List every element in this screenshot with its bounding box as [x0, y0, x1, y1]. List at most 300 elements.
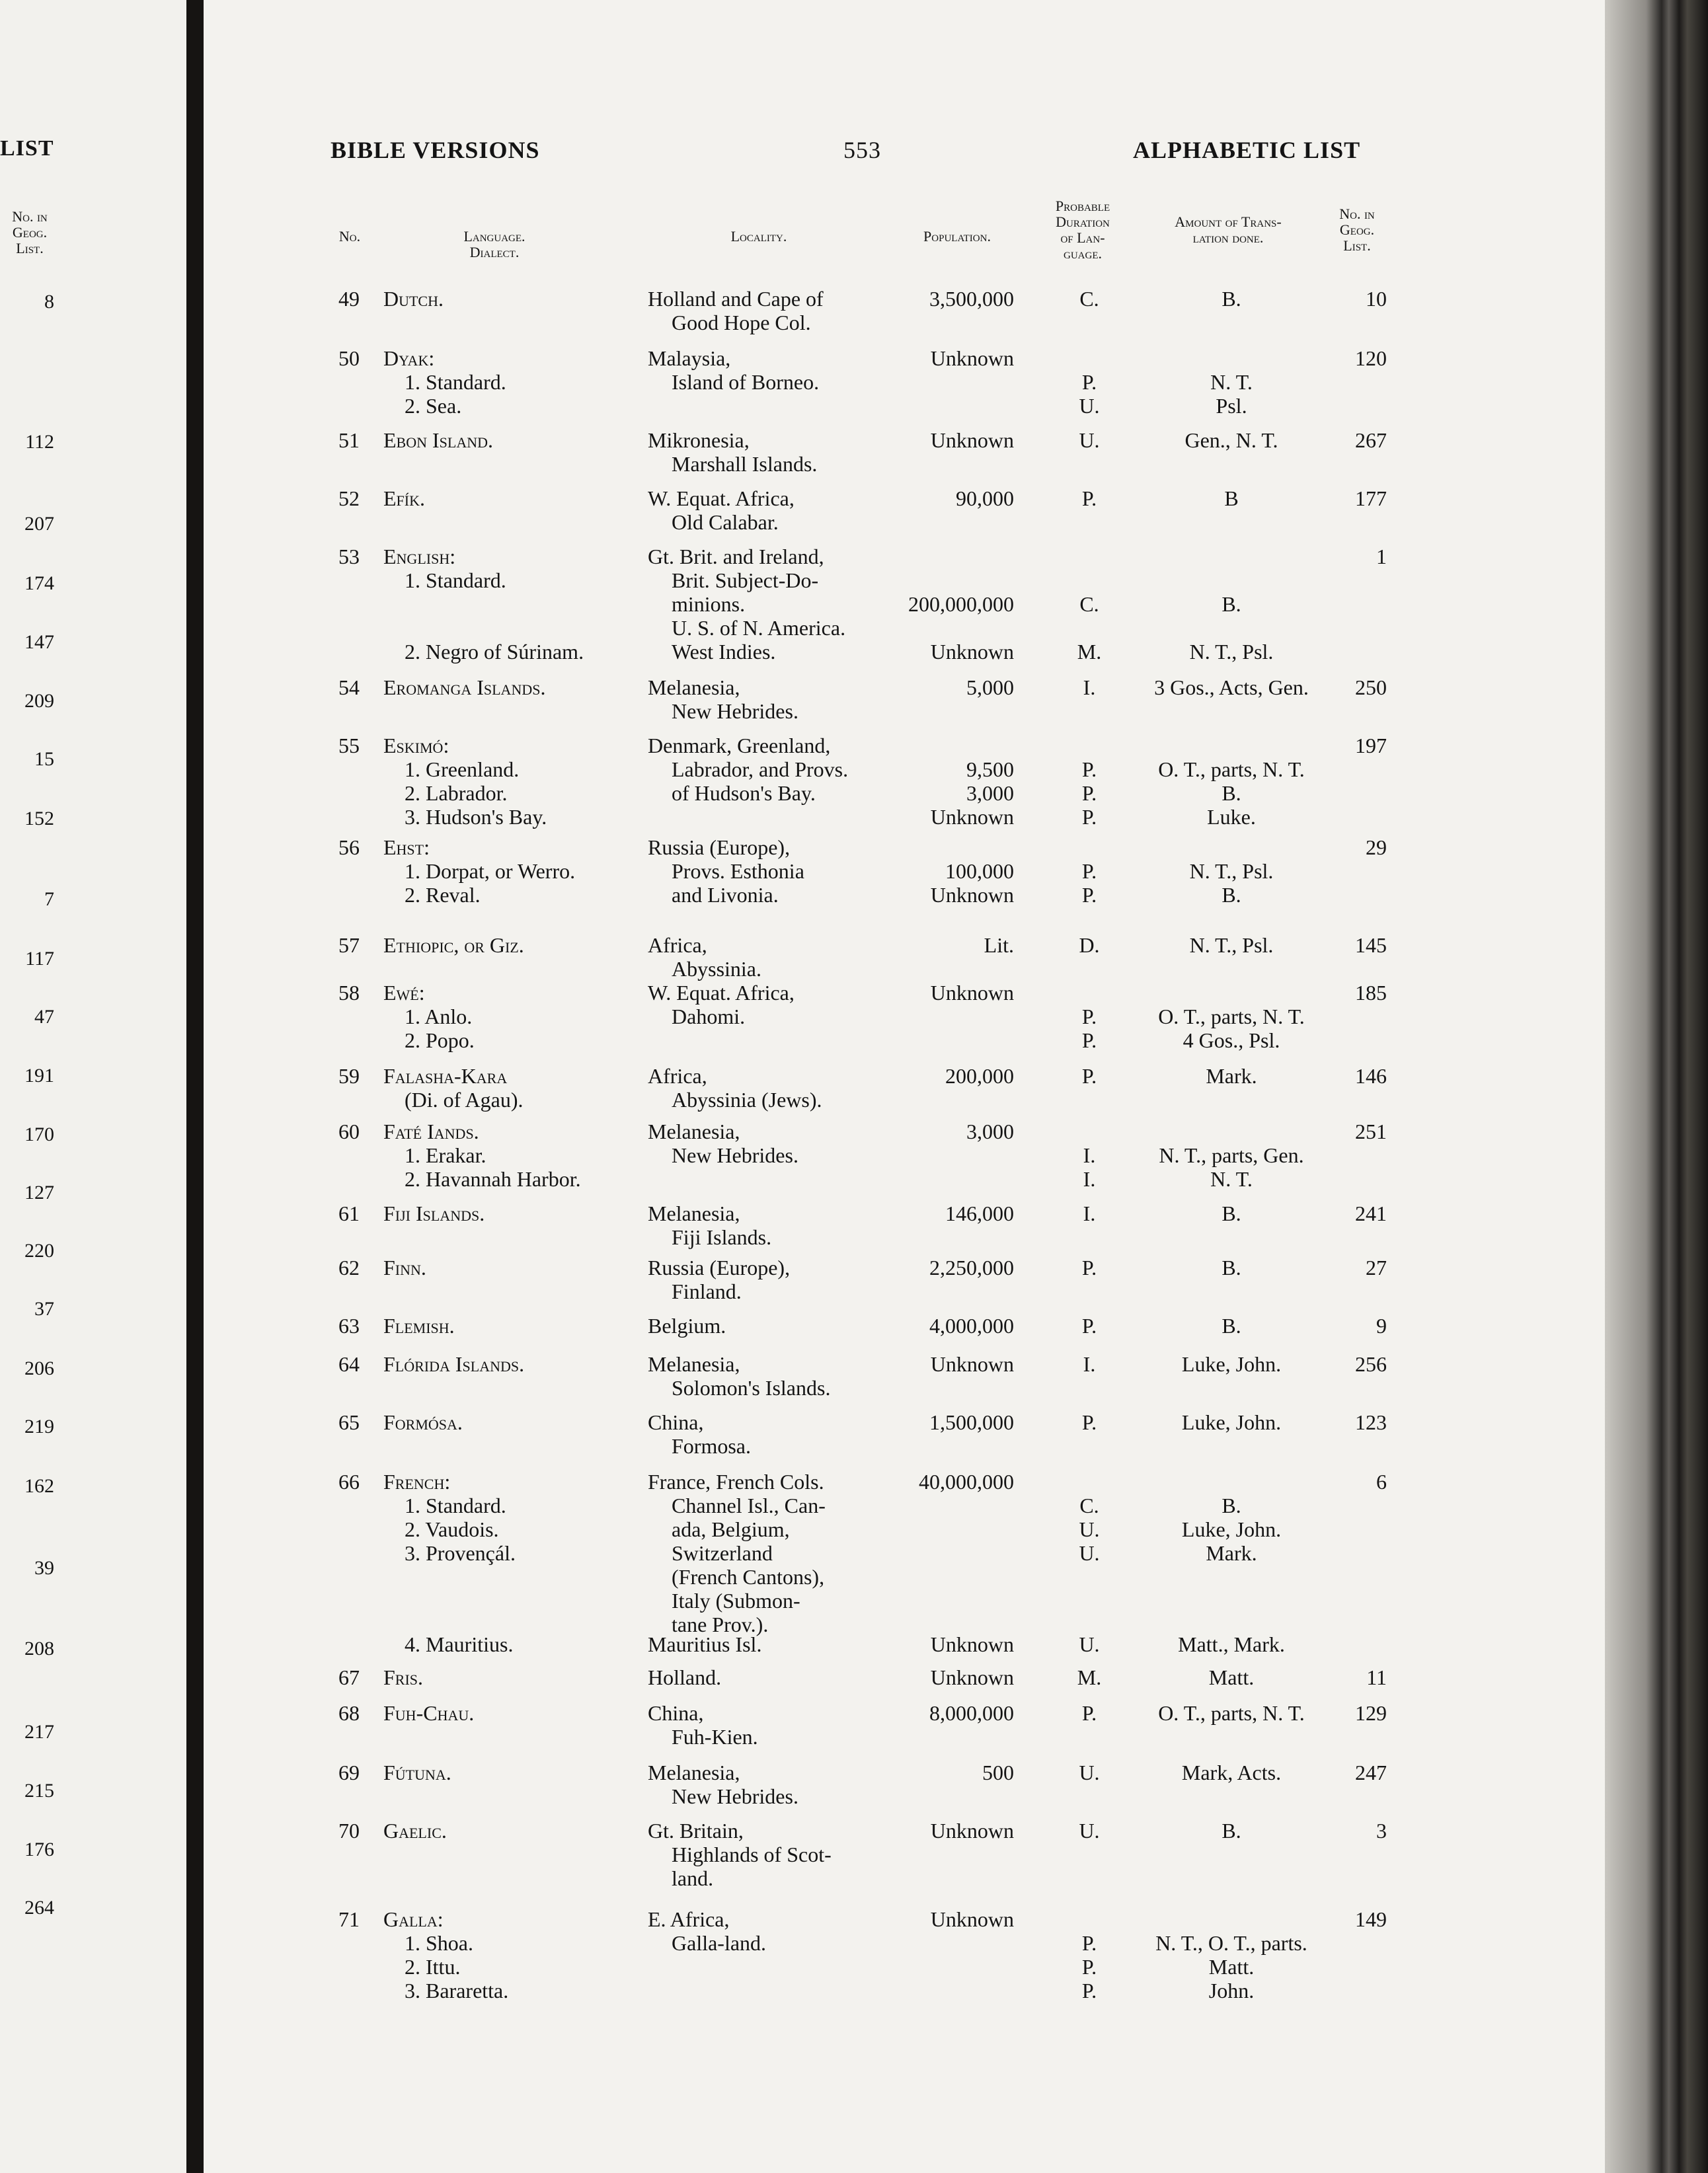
- duration-cell-line: [1056, 568, 1122, 592]
- duration-cell: [1056, 981, 1122, 1052]
- language-cell-line: Flemish.: [383, 1314, 455, 1338]
- population-cell-line: Unknown: [930, 1819, 1014, 1843]
- population-cell-line: 146,000: [945, 1201, 1014, 1225]
- left-page-number: 207: [24, 513, 54, 535]
- col-header-line: Duration: [1056, 213, 1110, 230]
- entry-number: 50: [338, 346, 360, 370]
- duration-cell: [1056, 933, 1122, 957]
- duration-cell-line: [1056, 1470, 1122, 1494]
- duration-cell: [1056, 675, 1122, 699]
- language-cell-line: 2. Labrador.: [405, 781, 508, 805]
- locality-cell-line: New Hebrides.: [672, 1784, 798, 1808]
- entry-number: 65: [338, 1410, 360, 1434]
- language-cell-line: Eromanga Islands.: [383, 675, 546, 699]
- population-cell-line: Unknown: [930, 1352, 1014, 1376]
- running-header-right: ALPHABETIC LIST: [1133, 137, 1361, 163]
- col-header-line: Language.: [463, 228, 525, 245]
- entry-number: 70: [338, 1819, 360, 1843]
- locality-cell-line: Finland.: [672, 1279, 742, 1303]
- population-cell: [849, 1120, 1014, 1143]
- colhdr-line: Geog.: [12, 224, 48, 241]
- geog-list-number: 250: [1355, 675, 1387, 699]
- entry-number: 59: [338, 1064, 360, 1088]
- language-cell-line: Falasha-Kara: [383, 1064, 508, 1088]
- left-page-number: 191: [24, 1065, 54, 1086]
- locality-cell-line: land.: [672, 1866, 714, 1890]
- duration-cell-line: D.: [1079, 933, 1100, 957]
- translation-cell: [1122, 675, 1340, 699]
- entry-number: 58: [338, 981, 360, 1005]
- locality-cell-line: Brit. Subject-Do-: [672, 568, 819, 592]
- locality-cell-line: Melanesia,: [648, 1120, 740, 1143]
- population-cell: [849, 835, 1014, 907]
- locality-cell-line: E. Africa,: [648, 1907, 730, 1931]
- translation-cell: [1122, 1819, 1340, 1843]
- locality-cell: [648, 1256, 790, 1303]
- language-cell-line: 2. Negro of Súrinam.: [405, 640, 584, 664]
- population-cell: [849, 287, 1014, 311]
- language-cell-line: 1. Greenland.: [405, 757, 520, 781]
- language-cell-line: 2. Havannah Harbor.: [405, 1167, 581, 1191]
- duration-cell-line: [1056, 1907, 1122, 1931]
- locality-cell-line: West Indies.: [672, 640, 776, 664]
- translation-cell-line: Matt.: [1208, 1955, 1255, 1979]
- entry-number: 49: [338, 287, 360, 311]
- translation-cell-line: O. T., parts, N. T.: [1158, 1005, 1305, 1028]
- locality-cell-line: minions.: [672, 592, 746, 616]
- duration-cell-line: P.: [1081, 370, 1097, 394]
- geog-list-number: 123: [1355, 1410, 1387, 1434]
- language-cell-line: Finn.: [383, 1256, 426, 1279]
- locality-cell-line: and Livonia.: [672, 883, 779, 907]
- col-header-line: Probable: [1055, 198, 1110, 214]
- language-cell: [383, 1470, 516, 1565]
- duration-cell-line: U.: [1079, 428, 1100, 452]
- population-cell: [849, 1064, 1014, 1088]
- col-header-line: of Lan-: [1060, 229, 1105, 246]
- locality-cell: [648, 1410, 751, 1458]
- population-cell-line: Unknown: [930, 640, 1014, 664]
- colhdr-line: No. in: [12, 208, 48, 225]
- language-cell-line: 1. Standard.: [405, 370, 506, 394]
- locality-cell-line: Italy (Submon-: [672, 1589, 800, 1613]
- locality-cell-line: Melanesia,: [648, 1201, 740, 1225]
- translation-cell-line: [1122, 1120, 1340, 1143]
- left-page-number: 215: [24, 1780, 54, 1802]
- duration-cell-line: M.: [1077, 1665, 1102, 1689]
- language-cell-line: Formósa.: [383, 1410, 463, 1434]
- locality-cell-line: Malaysia,: [648, 346, 731, 370]
- translation-cell-line: 4 Gos., Psl.: [1183, 1028, 1280, 1052]
- translation-cell: [1122, 545, 1340, 664]
- duration-cell-line: P.: [1081, 781, 1097, 805]
- geog-list-number: 6: [1376, 1470, 1387, 1494]
- locality-cell-line: Abyssinia.: [672, 957, 761, 981]
- locality-cell-line: U. S. of N. America.: [672, 616, 846, 640]
- locality-cell: [648, 675, 798, 723]
- locality-cell-line: Denmark, Greenland,: [648, 734, 831, 757]
- geog-list-number: 27: [1366, 1256, 1387, 1279]
- language-cell-line: French:: [383, 1470, 451, 1494]
- language-cell-line: Galla:: [383, 1907, 444, 1931]
- locality-cell-line: Fiji Islands.: [672, 1225, 772, 1249]
- entry-number: 71: [338, 1907, 360, 1931]
- entry-number: 63: [338, 1314, 360, 1338]
- language-cell: [383, 428, 493, 452]
- population-cell-line: Unknown: [930, 883, 1014, 907]
- duration-cell: [1056, 1120, 1122, 1191]
- locality-cell-line: Channel Isl., Can-: [672, 1494, 826, 1517]
- col-header-population: Population.: [923, 228, 991, 245]
- duration-cell-line: I.: [1083, 1143, 1096, 1167]
- locality-cell: [648, 346, 819, 394]
- duration-cell: [1056, 545, 1122, 664]
- locality-cell: [648, 1632, 761, 1656]
- locality-cell: [648, 1314, 726, 1338]
- translation-cell-line: B.: [1222, 781, 1241, 805]
- duration-cell: [1056, 1201, 1122, 1225]
- locality-cell-line: France, French Cols.: [648, 1470, 824, 1494]
- duration-cell-line: P.: [1081, 1979, 1097, 2002]
- translation-cell: [1122, 1761, 1340, 1784]
- duration-cell-line: [1056, 981, 1122, 1005]
- language-cell-line: Efík.: [383, 486, 425, 510]
- language-cell-line: English:: [383, 545, 456, 568]
- population-cell-line: 1,500,000: [929, 1410, 1014, 1434]
- locality-cell-line: Mauritius Isl.: [648, 1632, 762, 1656]
- language-cell: [383, 1819, 447, 1843]
- duration-cell: [1056, 1256, 1122, 1279]
- locality-cell: [648, 734, 848, 805]
- page-number: 553: [843, 137, 881, 163]
- left-page-number: 15: [34, 748, 54, 770]
- geog-list-number: 256: [1355, 1352, 1387, 1376]
- translation-cell: [1122, 1470, 1340, 1565]
- translation-cell-line: B.: [1222, 883, 1241, 907]
- translation-cell-line: O. T., parts, N. T.: [1158, 1701, 1305, 1725]
- duration-cell-line: P.: [1081, 1314, 1097, 1338]
- translation-cell-line: Luke.: [1207, 805, 1256, 829]
- locality-cell-line: Switzerland: [672, 1541, 773, 1565]
- language-cell: [383, 1064, 524, 1112]
- language-cell: [383, 486, 425, 510]
- population-cell: [849, 1410, 1014, 1434]
- duration-cell: [1056, 835, 1122, 907]
- translation-cell-line: Mark, Acts.: [1181, 1761, 1282, 1784]
- duration-cell-line: I.: [1083, 675, 1096, 699]
- locality-cell-line: Melanesia,: [648, 1761, 740, 1784]
- language-cell-line: Ebon Island.: [383, 428, 493, 452]
- language-cell-line: 2. Ittu.: [405, 1955, 461, 1979]
- population-cell: [849, 1352, 1014, 1376]
- language-cell-line: 3. Provençál.: [405, 1541, 516, 1565]
- translation-cell: [1122, 981, 1340, 1052]
- population-cell-line: 8,000,000: [929, 1701, 1014, 1725]
- locality-cell-line: Marshall Islands.: [672, 452, 818, 476]
- language-cell-line: 1. Shoa.: [405, 1931, 473, 1955]
- population-cell-line: Lit.: [984, 933, 1014, 957]
- locality-cell-line: Russia (Europe),: [648, 1256, 791, 1279]
- population-cell: [849, 1907, 1014, 1931]
- translation-cell-line: N. T.: [1210, 370, 1253, 394]
- locality-cell-line: New Hebrides.: [672, 1143, 798, 1167]
- col-header-line: Amount of Trans-: [1175, 213, 1282, 230]
- entry-number: 68: [338, 1701, 360, 1725]
- geog-list-number: 9: [1376, 1314, 1387, 1338]
- population-cell: [849, 1632, 1014, 1656]
- duration-cell-line: [1056, 545, 1122, 568]
- population-cell: [849, 486, 1014, 510]
- col-header-line: List.: [1343, 237, 1371, 254]
- translation-cell-line: [1122, 1907, 1340, 1931]
- duration-cell-line: U.: [1079, 1761, 1100, 1784]
- locality-cell-line: Africa,: [648, 933, 707, 957]
- population-cell: [849, 933, 1014, 957]
- left-page-number: 117: [25, 948, 54, 970]
- geog-list-number: 10: [1366, 287, 1387, 311]
- locality-cell-line: Highlands of Scot-: [672, 1843, 832, 1866]
- entry-number: 62: [338, 1256, 360, 1279]
- translation-cell: [1122, 1352, 1340, 1376]
- entry-number: 57: [338, 933, 360, 957]
- language-cell: [383, 545, 584, 664]
- duration-cell: [1056, 1907, 1122, 2002]
- translation-cell: [1122, 1665, 1340, 1689]
- duration-cell-line: U.: [1079, 394, 1100, 418]
- language-cell-line: Gaelic.: [383, 1819, 447, 1843]
- geog-list-number: 1: [1376, 545, 1387, 568]
- duration-cell-line: P.: [1081, 1028, 1097, 1052]
- population-cell: [849, 734, 1014, 829]
- translation-cell-line: B.: [1222, 1819, 1241, 1843]
- locality-cell: [648, 1907, 766, 1955]
- left-page-number: 209: [24, 690, 54, 712]
- language-cell-line: 1. Dorpat, or Werro.: [405, 859, 576, 883]
- translation-cell-line: [1122, 545, 1340, 568]
- duration-cell-line: P.: [1081, 757, 1097, 781]
- locality-cell-line: (French Cantons),: [672, 1565, 825, 1589]
- language-cell-line: Fris.: [383, 1665, 424, 1689]
- translation-cell-line: N. T., Psl.: [1189, 933, 1274, 957]
- locality-cell: [648, 1470, 826, 1636]
- language-cell-line: [383, 616, 584, 640]
- translation-cell: [1122, 428, 1340, 452]
- population-cell-line: Unknown: [930, 1665, 1014, 1689]
- geog-list-number: 11: [1366, 1665, 1387, 1689]
- population-cell: [849, 428, 1014, 452]
- entry-number: 53: [338, 545, 360, 568]
- translation-cell-line: Mark.: [1206, 1541, 1257, 1565]
- duration-cell-line: [1056, 1120, 1122, 1143]
- language-cell-line: Dutch.: [383, 287, 444, 311]
- population-cell-line: [849, 734, 1014, 757]
- locality-cell-line: tane Prov.).: [672, 1613, 769, 1636]
- locality-cell-line: Mikronesia,: [648, 428, 750, 452]
- duration-cell: [1056, 1761, 1122, 1784]
- col-header-no: No.: [338, 228, 361, 245]
- translation-cell: [1122, 835, 1340, 907]
- language-cell-line: 1. Standard.: [405, 1494, 506, 1517]
- duration-cell-line: M.: [1077, 640, 1102, 664]
- population-cell-line: 3,000: [966, 1120, 1014, 1143]
- translation-cell-line: N. T.: [1210, 1167, 1253, 1191]
- language-cell: [383, 1410, 463, 1434]
- population-cell-line: Unknown: [930, 1907, 1014, 1931]
- translation-cell-line: Gen., N. T.: [1184, 428, 1278, 452]
- entry-number: 61: [338, 1201, 360, 1225]
- language-cell: [383, 1120, 581, 1191]
- language-cell-line: 2. Sea.: [405, 394, 462, 418]
- left-page-number: 147: [24, 631, 54, 653]
- population-cell: [849, 545, 1014, 664]
- language-cell-line: Fútuna.: [383, 1761, 451, 1784]
- geog-list-number: 241: [1355, 1201, 1387, 1225]
- duration-cell-line: P.: [1081, 859, 1097, 883]
- population-cell-line: Unknown: [930, 981, 1014, 1005]
- population-cell-line: [849, 568, 1014, 592]
- left-page-number: 37: [34, 1298, 54, 1320]
- translation-cell: [1122, 933, 1340, 957]
- translation-cell: [1122, 287, 1340, 311]
- translation-cell-line: B: [1224, 486, 1239, 510]
- left-page-number: 39: [34, 1557, 54, 1579]
- entry-number: 69: [338, 1761, 360, 1784]
- col-header-line: lation done.: [1192, 229, 1264, 246]
- language-cell-line: Fiji Islands.: [383, 1201, 485, 1225]
- left-page-number: 152: [24, 808, 54, 829]
- translation-cell-line: [1122, 981, 1340, 1005]
- entry-number: 64: [338, 1352, 360, 1376]
- language-cell-line: 3. Hudson's Bay.: [405, 805, 547, 829]
- locality-cell-line: Solomon's Islands.: [672, 1376, 831, 1400]
- locality-cell: [648, 1064, 822, 1112]
- locality-cell: [648, 1665, 721, 1689]
- left-page-number: 264: [24, 1897, 54, 1919]
- duration-cell-line: I.: [1083, 1201, 1096, 1225]
- left-page-fragment: [0, 0, 186, 2173]
- translation-cell: [1122, 1120, 1340, 1191]
- page-edges: [1605, 0, 1708, 2173]
- language-cell-line: 1. Erakar.: [405, 1143, 486, 1167]
- locality-cell-line: Good Hope Col.: [672, 311, 811, 334]
- language-cell: [383, 287, 444, 311]
- col-header-line: Dialect.: [469, 244, 520, 260]
- population-cell: [849, 346, 1014, 370]
- locality-cell-line: Fuh-Kien.: [672, 1725, 758, 1749]
- language-cell-line: 1. Anlo.: [405, 1005, 473, 1028]
- left-page-column-header: [0, 209, 59, 256]
- left-page-number: 7: [44, 888, 54, 910]
- geog-list-number: 146: [1355, 1064, 1387, 1088]
- geog-list-number: 177: [1355, 486, 1387, 510]
- geog-list-number: 197: [1355, 734, 1387, 757]
- left-page-number: 217: [24, 1721, 54, 1743]
- population-cell-line: Unknown: [930, 1632, 1014, 1656]
- duration-cell-line: P.: [1081, 883, 1097, 907]
- translation-cell-line: [1122, 835, 1340, 859]
- population-cell-line: 5,000: [966, 675, 1014, 699]
- translation-cell-line: Matt., Mark.: [1178, 1632, 1285, 1656]
- population-cell: [849, 981, 1014, 1005]
- duration-cell-line: U.: [1079, 1517, 1100, 1541]
- locality-cell: [648, 428, 817, 476]
- locality-cell-line: Melanesia,: [648, 675, 740, 699]
- col-header-duration: [1030, 198, 1136, 262]
- translation-cell-line: 3 Gos., Acts, Gen.: [1154, 675, 1309, 699]
- population-cell-line: Unknown: [930, 346, 1014, 370]
- geog-list-number: 120: [1355, 346, 1387, 370]
- duration-cell: [1056, 1064, 1122, 1088]
- locality-cell-line: Holland and Cape of: [648, 287, 824, 311]
- translation-cell: [1122, 1064, 1340, 1088]
- locality-cell: [648, 1120, 798, 1167]
- duration-cell-line: U.: [1079, 1819, 1100, 1843]
- running-header-left: BIBLE VERSIONS: [330, 137, 540, 163]
- translation-cell: [1122, 1907, 1340, 2002]
- col-header-geo: [1321, 206, 1393, 254]
- locality-cell: [648, 1761, 798, 1808]
- locality-cell: [648, 835, 804, 907]
- duration-cell-line: [1056, 616, 1122, 640]
- language-cell: [383, 933, 524, 957]
- duration-cell: [1056, 1352, 1122, 1376]
- geog-list-number: 29: [1366, 835, 1387, 859]
- locality-cell-line: Belgium.: [648, 1314, 726, 1338]
- left-page-number: 112: [25, 431, 54, 453]
- translation-cell: [1122, 1701, 1340, 1725]
- population-cell-line: 3,500,000: [929, 287, 1014, 311]
- locality-cell: [648, 287, 824, 334]
- duration-cell-line: P.: [1081, 1005, 1097, 1028]
- translation-cell-line: John.: [1208, 1979, 1255, 2002]
- duration-cell: [1056, 486, 1122, 510]
- language-cell-line: 2. Vaudois.: [405, 1517, 499, 1541]
- entry-number: 60: [338, 1120, 360, 1143]
- language-cell: [383, 1201, 485, 1225]
- translation-cell: [1122, 346, 1340, 418]
- geog-list-number: 185: [1355, 981, 1387, 1005]
- duration-cell-line: P.: [1081, 805, 1097, 829]
- duration-cell-line: P.: [1081, 1701, 1097, 1725]
- translation-cell: [1122, 1256, 1340, 1279]
- translation-cell-line: [1122, 734, 1340, 757]
- main-page: [204, 0, 1605, 2173]
- locality-cell-line: China,: [648, 1701, 704, 1725]
- population-cell-line: Unknown: [930, 428, 1014, 452]
- duration-cell-line: [1056, 734, 1122, 757]
- locality-cell-line: Galla-land.: [672, 1931, 767, 1955]
- duration-cell-line: [1056, 346, 1122, 370]
- duration-cell-line: C.: [1079, 1494, 1099, 1517]
- population-cell: [849, 1314, 1014, 1338]
- translation-cell: [1122, 1410, 1340, 1434]
- population-cell-line: [849, 835, 1014, 859]
- translation-cell-line: Luke, John.: [1181, 1517, 1282, 1541]
- translation-cell: [1122, 1632, 1340, 1656]
- locality-cell-line: Labrador, and Provs.: [672, 757, 849, 781]
- colhdr-line: List.: [16, 240, 44, 256]
- translation-cell-line: B.: [1222, 1256, 1241, 1279]
- population-cell-line: Unknown: [930, 805, 1014, 829]
- language-cell-line: Fuh-Chau.: [383, 1701, 475, 1725]
- language-cell: [383, 1761, 451, 1784]
- duration-cell: [1056, 1701, 1122, 1725]
- population-cell-line: 500: [982, 1761, 1014, 1784]
- geog-list-number: 247: [1355, 1761, 1387, 1784]
- translation-cell-line: B.: [1222, 1201, 1241, 1225]
- language-cell-line: Ethiopic, or Giz.: [383, 933, 524, 957]
- locality-cell-line: Abyssinia (Jews).: [672, 1088, 822, 1112]
